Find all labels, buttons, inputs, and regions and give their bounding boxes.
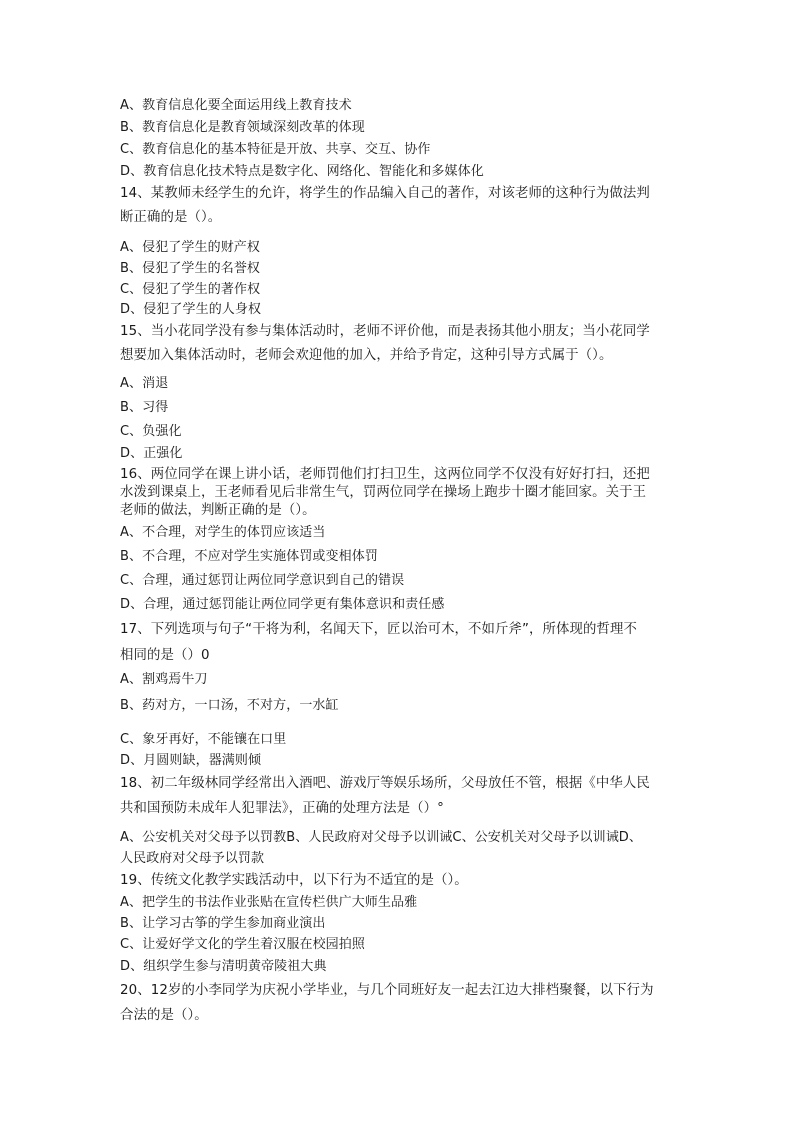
option-line: B、不合理，不应对学生实施体罚或变相体罚 — [120, 549, 378, 564]
option-line: D、月圆则缺，器满则倾 — [120, 753, 262, 768]
option-line: C、象牙再好，不能镶在口里 — [120, 732, 287, 747]
option-line: B、习得 — [120, 400, 169, 415]
option-line: A、消退 — [120, 376, 169, 391]
question-line: 老师的做法，判断正确的是（）。 — [120, 503, 316, 518]
question-line: 共和国预防未成年人犯罪法》，正确的处理方法是（）° — [120, 801, 444, 816]
option-line: D、正强化 — [120, 446, 183, 461]
option-line: B、药对方，一口汤，不对方，一水缸 — [120, 698, 339, 713]
option-line: 人民政府对父母予以罚款 — [120, 851, 265, 866]
option-line: D、合理，通过惩罚能让两位同学更有集体意识和责任感 — [120, 597, 445, 612]
option-line: D、侵犯了学生的人身权 — [120, 302, 262, 317]
option-line: A、不合理，对学生的体罚应该适当 — [120, 525, 326, 540]
question-line: 水泼到课桌上，王老师看见后非常生气，罚两位同学在操场上跑步十圈才能回家。关于王 — [120, 485, 647, 500]
question-line: 想要加入集体活动时，老师会欢迎他的加入，并给予肯定，这种引导方式属于（）。 — [120, 348, 613, 363]
option-line: C、侵犯了学生的著作权 — [120, 282, 261, 297]
question-line: 17、下列选项与句子“干将为利，名闻天下，匠以治可木，不如斤斧”，所体现的哲理不 — [120, 622, 637, 637]
option-line: B、侵犯了学生的名誉权 — [120, 261, 261, 276]
question-line: 14、某教师未经学生的允许，将学生的作品编入自己的著作，对该老师的这种行为做法判 — [120, 186, 650, 201]
question-line: 16、两位同学在课上讲小话，老师罚他们打扫卫生，这两位同学不仅没有好好打扫，还把 — [120, 467, 650, 482]
option-line: A、公安机关对父母予以罚教B、人民政府对父母予以训诫C、公安机关对父母予以训诫D、 — [120, 830, 642, 845]
question-line: 合法的是（）。 — [120, 1008, 208, 1023]
option-line: A、把学生的书法作业张贴在宣传栏供广大师生品雅 — [120, 895, 418, 910]
option-line: A、教育信息化要全面运用线上教育技术 — [120, 98, 352, 113]
option-line: C、负强化 — [120, 424, 182, 439]
option-line: C、教育信息化的基本特征是开放、共享、交互、协作 — [120, 142, 431, 157]
option-line: A、割鸡焉牛刀 — [120, 672, 208, 687]
question-line: 断正确的是（）。 — [120, 210, 222, 225]
option-line: D、教育信息化技术特点是数字化、网络化、智能化和多媒体化 — [120, 164, 484, 179]
option-line: B、让学习古筝的学生参加商业演出 — [120, 916, 326, 931]
option-line: A、侵犯了学生的财产权 — [120, 240, 260, 255]
question-line: 19、传统文化教学实践活动中，以下行为不适宜的是（）。 — [120, 873, 468, 888]
question-line: 相同的是（）0 — [120, 648, 210, 663]
option-line: B、教育信息化是教育领域深刻改革的体现 — [120, 120, 365, 135]
question-line: 20、12岁的小李同学为庆祝小学毕业，与几个同班好友一起去江边大排档聚餐，以下行为 — [120, 983, 654, 998]
option-line: C、让爱好学文化的学生着汉服在校园拍照 — [120, 937, 365, 952]
option-line: D、组织学生参与清明黄帝陵祖大典 — [120, 959, 327, 974]
question-line: 15、当小花同学没有参与集体活动时，老师不评价他，而是表扬其他小朋友；当小花同学 — [120, 324, 650, 339]
question-line: 18、初二年级林同学经常出入酒吧、游戏厅等娱乐场所，父母放任不管，根据《中华人民 — [120, 776, 650, 791]
option-line: C、合理，通过惩罚让两位同学意识到自己的错误 — [120, 573, 405, 588]
